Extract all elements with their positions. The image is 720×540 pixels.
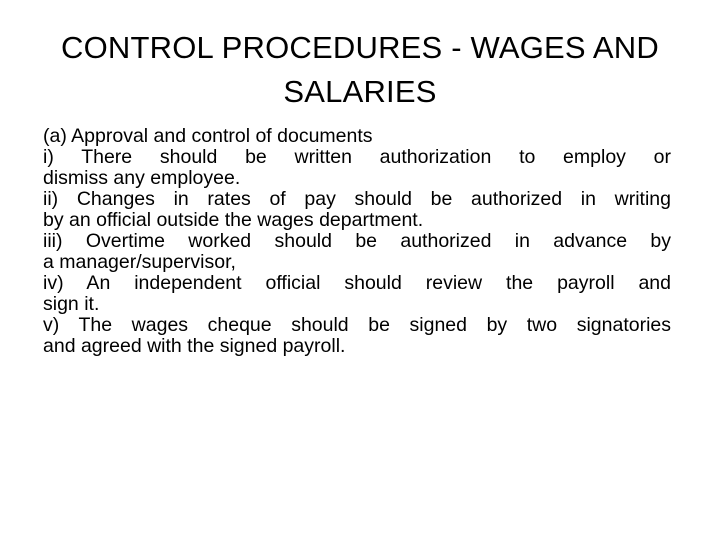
point-2-line-1: ii) Changes in rates of pay should be authorized in writing bbox=[43, 188, 671, 210]
point-1-line-1: i) There should be written authorization to employ or bbox=[43, 146, 671, 168]
point-3 bbox=[43, 231, 671, 273]
point-5-line-2: and agreed with the signed payroll. bbox=[43, 335, 346, 357]
slide-title bbox=[30, 26, 690, 114]
point-3-line-1: iii) Overtime worked should be authorized in advance by bbox=[43, 230, 671, 252]
slide-body bbox=[43, 126, 671, 357]
point-1-line-2: dismiss any employee. bbox=[43, 167, 241, 189]
point-1 bbox=[43, 147, 671, 189]
point-3-line-2: a manager/supervisor, bbox=[43, 251, 236, 273]
point-4-line-2: sign it. bbox=[43, 293, 100, 315]
point-4 bbox=[43, 273, 671, 315]
point-5 bbox=[43, 315, 671, 357]
section-heading: (a) Approval and control of documents bbox=[43, 125, 373, 147]
title-line-1: CONTROL PROCEDURES - WAGES AND bbox=[61, 30, 659, 65]
point-5-line-1: v) The wages cheque should be signed by two signatories bbox=[43, 314, 671, 336]
title-line-2: SALARIES bbox=[283, 74, 437, 109]
point-2-line-2: by an official outside the wages department. bbox=[43, 209, 424, 231]
point-2 bbox=[43, 189, 671, 231]
point-4-line-1: iv) An independent official should review the payroll and bbox=[43, 272, 671, 294]
